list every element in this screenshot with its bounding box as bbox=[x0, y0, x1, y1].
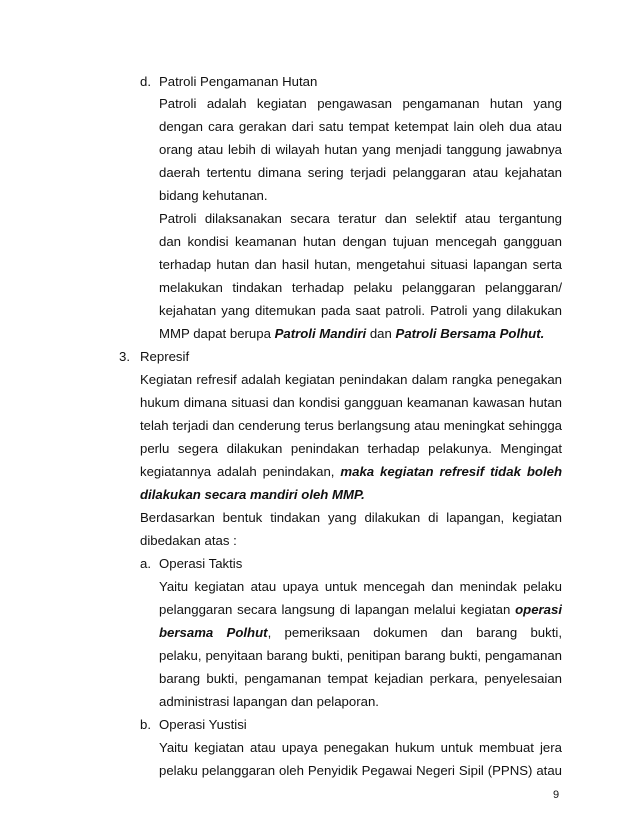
paragraph-line: Patroli adalah kegiatan pengawasan pengamanan hutan yang bbox=[159, 96, 562, 111]
paragraph-line: Kegiatan refresif adalah kegiatan penindakan dalam rangka penegakan bbox=[140, 372, 562, 387]
paragraph-line: terhadap hutan dan hasil hutan, mengetahui situasi lapangan serta bbox=[159, 257, 562, 272]
paragraph-line: pelaku pelanggaran oleh Penyidik Pegawai Negeri Sipil (PPNS) atau bbox=[159, 763, 562, 778]
text-run: dan bbox=[366, 326, 396, 341]
section-3-title: Represif bbox=[140, 349, 190, 364]
paragraph-line: hukum dimana situasi dan kondisi gangguan keamanan kawasan hutan bbox=[140, 395, 562, 410]
paragraph-line: dan kondisi keamanan hutan dengan tujuan mencegah gangguan bbox=[159, 234, 562, 249]
paragraph-line: dibedakan atas : bbox=[140, 533, 237, 548]
paragraph-line bbox=[159, 599, 562, 621]
list-marker: d. bbox=[140, 74, 151, 89]
paragraph-line: orang atau lebih di wilayah hutan yang menjadi tanggung jawabnya bbox=[159, 142, 562, 157]
text-run: pelanggaran secara langsung di lapangan melalui kegiatan bbox=[159, 602, 516, 617]
section-b-title: Operasi Yustisi bbox=[159, 717, 247, 732]
paragraph-line: bidang kehutanan. bbox=[159, 188, 268, 203]
paragraph-line: telah terjadi dan cenderung terus berlangsung atau meningkat sehingga bbox=[140, 418, 562, 433]
paragraph-line: kejahatan yang ditemukan pada saat patroli. Patroli yang dilakukan bbox=[159, 303, 562, 318]
paragraph-line: daerah tertentu dimana sering terjadi pelanggaran atau kejahatan bbox=[159, 165, 562, 180]
section-a-heading bbox=[140, 553, 243, 575]
paragraph-line: Patroli dilaksanakan secara teratur dan selektif atau tergantung bbox=[159, 211, 562, 226]
paragraph-line: Yaitu kegiatan atau upaya untuk mencegah dan menindak pelaku bbox=[159, 579, 562, 594]
paragraph-line: pelaku, penyitaan barang bukti, penitipan barang bukti, pengamanan bbox=[159, 648, 562, 663]
list-marker: 3. bbox=[119, 349, 130, 364]
paragraph-line bbox=[159, 622, 562, 644]
paragraph-line: administrasi lapangan dan pelaporan. bbox=[159, 694, 379, 709]
emphasis-patroli-mandiri: Patroli Mandiri bbox=[274, 326, 367, 341]
section-3-heading bbox=[119, 346, 190, 368]
paragraph-line: melakukan tindakan terhadap pelaku pelanggaran pelanggaran/ bbox=[159, 280, 562, 295]
emphasis-patroli-bersama: Patroli Bersama Polhut. bbox=[395, 326, 545, 341]
paragraph-line: perlu segera dilakukan penindakan terhadap pelakunya. Mengingat bbox=[140, 441, 562, 456]
paragraph-line: Yaitu kegiatan atau upaya penegakan hukum untuk membuat jera bbox=[159, 740, 562, 755]
page-number: 9 bbox=[553, 789, 560, 801]
paragraph-line: barang bukti, pengamanan tempat kejadian perkara, penyelesaian bbox=[159, 671, 562, 686]
section-b-heading bbox=[140, 714, 247, 736]
paragraph-line: Berdasarkan bentuk tindakan yang dilakukan di lapangan, kegiatan bbox=[140, 510, 562, 525]
paragraph-line bbox=[159, 323, 562, 345]
section-d-title: Patroli Pengamanan Hutan bbox=[159, 74, 318, 89]
emphasis-refresif: maka kegiatan refresif tidak boleh bbox=[340, 464, 562, 479]
text-run: MMP dapat berupa bbox=[159, 326, 275, 341]
text-run: kegiatannya adalah penindakan, bbox=[140, 464, 341, 479]
section-d-heading bbox=[140, 71, 318, 93]
emphasis-line: dilakukan secara mandiri oleh MMP. bbox=[140, 487, 365, 502]
list-marker: a. bbox=[140, 556, 151, 571]
text-run: , pemeriksaan dokumen dan barang bukti, bbox=[267, 625, 562, 640]
emphasis-bersama-polhut: bersama Polhut bbox=[159, 625, 268, 640]
emphasis-operasi: operasi bbox=[515, 602, 562, 617]
paragraph-line bbox=[140, 461, 562, 483]
paragraph-line: dengan cara gerakan dari satu tempat ketempat lain oleh dua atau bbox=[159, 119, 562, 134]
list-marker: b. bbox=[140, 717, 151, 732]
section-a-title: Operasi Taktis bbox=[159, 556, 243, 571]
